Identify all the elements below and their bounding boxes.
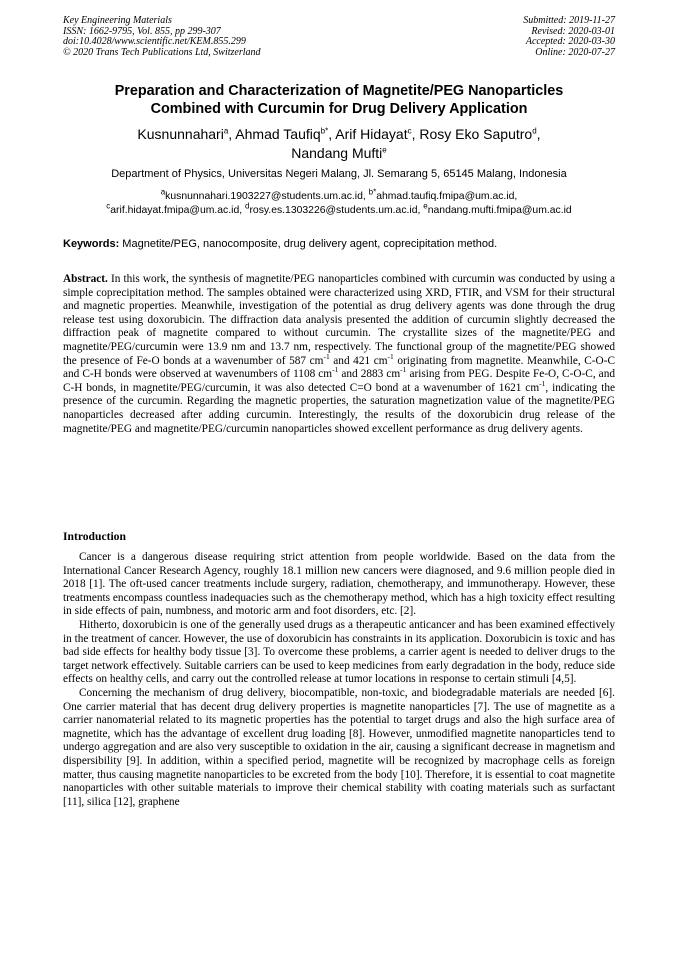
paragraph: Hitherto, doxorubicin is one of the generally used drugs as a therapeutic anticancer and has been examined effectively in the treatment of cancer. However, the use of doxorubicin has constraints in its application. Doxorubicin is toxic and has bad side effects for healthy body tissue [3]. To overcome these problems, a carrier agent is needed to deliver drugs to the target network effectively. Suitable carriers can be used to keep medicines from early degradation in the body, reduce side effects on healthy cells, and carry out the controlled release at tumor locations in response to certain stimuli [4,5]. bbox=[63, 618, 615, 686]
publication-dates bbox=[523, 16, 615, 58]
date-accepted: Accepted: 2020-03-30 bbox=[525, 36, 615, 47]
email-marker: d bbox=[245, 201, 250, 211]
author-line-2 bbox=[40, 144, 638, 163]
abstract bbox=[63, 273, 615, 436]
journal-issn: ISSN: 1662-9795, Vol. 855, pp 299-307 bbox=[63, 25, 221, 37]
author-name: Kusnunnahari bbox=[137, 126, 224, 142]
email-address: kusnunnahari.1903227@students.um.ac.id, bbox=[165, 191, 369, 202]
email-marker: e bbox=[423, 201, 428, 211]
keywords-label: Keywords: bbox=[63, 238, 120, 250]
abstract-text: arising from PEG. Despite Fe-O, C-O-C, and C-H bonds, in magnetite/PEG/curcumin, it was also detected C=O bond at a wavenumber of 1621 cm bbox=[63, 368, 615, 394]
abstract-text: and 2883 cm bbox=[338, 368, 401, 381]
paper-title-line-1: Preparation and Characterization of Magnetite/PEG Nanoparticles bbox=[114, 83, 564, 99]
keywords bbox=[63, 237, 615, 251]
abstract-text: and 421 cm bbox=[329, 354, 388, 367]
email-line-1 bbox=[40, 187, 638, 204]
paper-title bbox=[40, 82, 638, 118]
author-separator: , bbox=[228, 126, 236, 142]
abstract-label: Abstract. bbox=[63, 273, 108, 285]
author-marker: b* bbox=[320, 126, 329, 136]
author-marker: c bbox=[407, 126, 412, 136]
introduction-body bbox=[63, 551, 615, 809]
paragraph: Concerning the mechanism of drug delivery, biocompatible, non-toxic, and biodegradable materials are needed [6]. One carrier material that has decent drug delivery properties is magnetite nanoparticles [7]. The use of magnetite as a carrier nanomaterial related to its magnetic properties has the potential to target drugs and also the high surface area of magnetite, which has the advantage of excellent drug loading [8]. However, unmodified magnetite nanoparticles tend to undergo aggregation and are also very susceptible to oxidation in the air, causing a significant decrease in magnetism and dispersibility [9]. In addition, within a specified period, magnetite will be recognized by macrophage cells as foreign matter, thus causing magnetite nanoparticles to be excreted from the body [10]. Therefore, it is essential to coat magnetite nanoparticles with other suitable materials to improve their chemical stability with coating materials such as surfactant [11], silica [12], graphene bbox=[63, 686, 615, 808]
author-name: Rosy Eko Saputro bbox=[419, 126, 533, 142]
author-marker: d bbox=[532, 126, 537, 136]
date-submitted: Submitted: 2019-11-27 bbox=[523, 15, 615, 26]
unit-exponent: -1 bbox=[332, 365, 339, 375]
journal-doi: doi:10.4028/www.scientific.net/KEM.855.299 bbox=[63, 36, 246, 47]
abstract-text: , indicating the presence of the curcumin. Regarding the magnetic properties, the saturation magnetization value of the magnetite/PEG nanoparticles decreased after adding curcumin. Interestingly, the results of the doxorubicin drug release of the magnetite/PEG and magnetite/PEG/curcumin nanoparticles showed excellent performance as drug delivery agents. bbox=[63, 381, 615, 435]
email-address: ahmad.taufiq.fmipa@um.ac.id, bbox=[376, 191, 518, 202]
author-marker: a bbox=[223, 126, 229, 136]
author-marker: e bbox=[382, 145, 387, 155]
author-list bbox=[40, 125, 638, 163]
journal-info bbox=[63, 16, 261, 58]
email-address: rosy.es.1303226@students.um.ac.id, bbox=[249, 205, 424, 216]
journal-copyright: © 2020 Trans Tech Publications Ltd, Switzerland bbox=[63, 46, 261, 58]
author-separator: , bbox=[328, 126, 336, 142]
affiliation: Department of Physics, Universitas Negeri Malang, Jl. Semarang 5, 65145 Malang, Indonesia bbox=[111, 168, 567, 180]
paragraph: Cancer is a dangerous disease requiring strict attention from people worldwide. Based on the data from the International Cancer Research Agency, roughly 18.1 million new cancers were diagnosed, and 9.6 million people died in 2018 [1]. The oft-used cancer treatments include surgery, radiation, chemotherapy, and immunotherapy. However, these treatments encompass countless inadequacies such as the chemotherapy method, which has a high toxicity effect resulting in side effects of pain, numbness, and motoric arm and foot disorders, etc. [2]. bbox=[63, 551, 615, 618]
email-marker: b* bbox=[368, 187, 377, 197]
author-name: Arif Hidayat bbox=[335, 126, 408, 142]
email-marker: c bbox=[106, 201, 111, 211]
keywords-text: Magnetite/PEG, nanocomposite, drug delivery agent, coprecipitation method. bbox=[119, 238, 498, 250]
abstract-text: In this work, the synthesis of magnetite/PEG nanoparticles combined with curcumin was conducted by using a simple coprecipitation method. The samples obtained were characterized using XRD, FTIR, and VSM for their structural and magnetic properties. Meanwhile, investigation of the potential as drug delivery agents was done through the drug release test using doxorubicin. The diffraction data analysis presented the addition of curcumin slightly decreased the diffraction peak of magnetite compared to without curcumin. The crystallite sizes of the magnetite/PEG and magnetite/PEG/curcumin were 13.9 nm and 13.7 nm, respectively. The functional group of the magnetite/PEG showed the presence of Fe-O bonds at a wavenumber of 587 cm bbox=[63, 273, 615, 367]
email-address: arif.hidayat.fmipa@um.ac.id, bbox=[110, 205, 245, 216]
email-address: nandang.mufti.fmipa@um.ac.id bbox=[427, 205, 572, 216]
unit-exponent: -1 bbox=[323, 351, 330, 361]
email-line-2 bbox=[40, 201, 638, 218]
unit-exponent: -1 bbox=[400, 365, 407, 375]
unit-exponent: -1 bbox=[539, 378, 546, 388]
author-separator: , bbox=[536, 126, 541, 142]
date-revised: Revised: 2020-03-01 bbox=[531, 25, 615, 37]
abstract-text: originating from magnetite. Meanwhile, C-O-C and C-H bonds were observed at wavenumbers of 1108 cm bbox=[63, 354, 616, 381]
author-name: Ahmad Taufiq bbox=[235, 126, 321, 142]
unit-exponent: -1 bbox=[387, 351, 394, 361]
author-name: Nandang Mufti bbox=[291, 145, 383, 161]
paper-title-line-2: Combined with Curcumin for Drug Delivery Application bbox=[150, 101, 528, 117]
journal-name: Key Engineering Materials bbox=[63, 15, 172, 26]
author-emails bbox=[40, 187, 638, 218]
section-heading-introduction: Introduction bbox=[63, 530, 126, 543]
author-line-1 bbox=[40, 125, 638, 144]
date-online: Online: 2020-07-27 bbox=[535, 46, 615, 58]
author-separator: , bbox=[411, 126, 420, 142]
email-marker: a bbox=[160, 187, 166, 197]
